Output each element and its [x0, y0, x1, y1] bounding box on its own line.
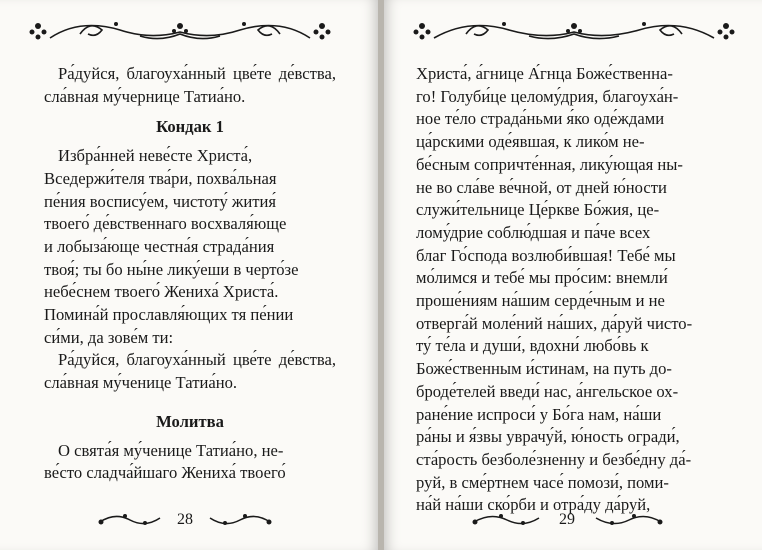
- footer-ornament-icon: [591, 510, 666, 530]
- text-line: Боже́ственным и́стинам, на путь до-: [416, 359, 672, 379]
- text-line: ное те́ло страда́ньми я́ко оде́ждами: [416, 109, 665, 129]
- text-line: пе́ния воспису́ем, чистоту́ жития́: [44, 191, 277, 211]
- right-page: [384, 0, 762, 550]
- right-page-text: [416, 63, 731, 517]
- left-footer: [95, 502, 275, 538]
- text-line: лому́дрие соблю́дшая и па́че всех: [416, 222, 651, 242]
- text-line: ту́ те́ла и души́, вдохни́ любо́вь к: [416, 336, 649, 356]
- text-line: небе́снем твоего́ Жениха́ Христа́.: [44, 282, 279, 302]
- header-ornament-icon: [404, 10, 744, 50]
- text-line: ране́ние испроси́ у Бо́га нам, на́ши: [416, 404, 662, 424]
- page-number: 29: [559, 511, 575, 528]
- header-ornament-icon: [20, 10, 340, 50]
- text-line: ца́рскими оде́явшая, к лико́м не-: [416, 132, 645, 152]
- text-line: ра́ны и я́звы уврачу́й, ю́ность огради́,: [416, 427, 680, 447]
- refrain-paragraph: Ра́дуйся, благоуха́нный цве́те де́вства, сла́вная му́ченице Татиа́но.: [44, 350, 336, 393]
- text-line: Помина́й прославля́ющих тя пе́нии: [44, 305, 294, 325]
- kondak-heading: Кондак 1: [156, 117, 224, 137]
- page-number: 28: [177, 511, 193, 528]
- text-line: ве́сто сладча́йшаго Жениха́ твоего́: [44, 463, 286, 483]
- text-line: го! Голуби́це целому́дрия, благоуха́н-: [416, 86, 679, 106]
- text-line: си́ми, да зове́м ти:: [44, 327, 174, 347]
- text-line: отверга́й моле́ний на́ших, да́руй чисто-: [416, 313, 693, 333]
- left-page: [0, 0, 378, 550]
- text-line: благ Го́спода возлюби́вшая! Тебе́ мы: [416, 245, 676, 265]
- text-line: служи́тельнице Це́ркве Бо́жия, це-: [416, 200, 660, 220]
- opening-paragraph: Ра́дуйся, благоуха́нный цве́те де́вства, сла́вная му́чернице Татиа́но.: [44, 64, 336, 106]
- text-line: не во сла́ве ве́чной, от дней ю́ности: [416, 177, 667, 197]
- text-line: Вседержи́теля тва́ри, похва́льная: [44, 168, 277, 188]
- text-line: твоя́; ты бо ны́не лику́еши в черто́зе: [44, 259, 299, 279]
- footer-ornament-icon: [95, 510, 165, 530]
- text-line: руй, в сме́ртнем часе́ помози́, поми-: [416, 472, 669, 492]
- text-line: ста́рость безболе́зненну и безбе́дну да́-: [416, 449, 692, 469]
- text-line: О свята́я му́ченице Татиа́но, не-: [58, 440, 284, 460]
- prayer-heading: Молитва: [156, 411, 224, 431]
- kondak-text: [44, 145, 336, 349]
- text-line: Христа́, а́гнице А́гнца Боже́ственна-: [416, 64, 673, 83]
- text-line: на́й на́ши ско́рби и отра́ду да́руй,: [416, 495, 651, 515]
- text-line: бе́сным сопричте́нная, лику́ющая ны-: [416, 154, 683, 174]
- text-line: мо́лимся и тебе́ мы про́сим: внемли́: [416, 268, 668, 288]
- text-line: проше́ниям на́шим серде́чным и не: [416, 291, 665, 311]
- text-line: Избра́нней неве́сте Христа́,: [58, 146, 253, 166]
- left-page-text: [44, 63, 336, 485]
- text-line: броде́телей введи́ нас, а́нгельское ох-: [416, 381, 679, 401]
- text-line: твоего́ де́вственнаго восхваля́юще: [44, 214, 287, 234]
- footer-ornament-icon: [469, 510, 544, 530]
- right-footer: [469, 502, 669, 538]
- footer-ornament-icon: [205, 510, 275, 530]
- text-line: и лобыза́юще честна́я страда́ния: [44, 236, 275, 256]
